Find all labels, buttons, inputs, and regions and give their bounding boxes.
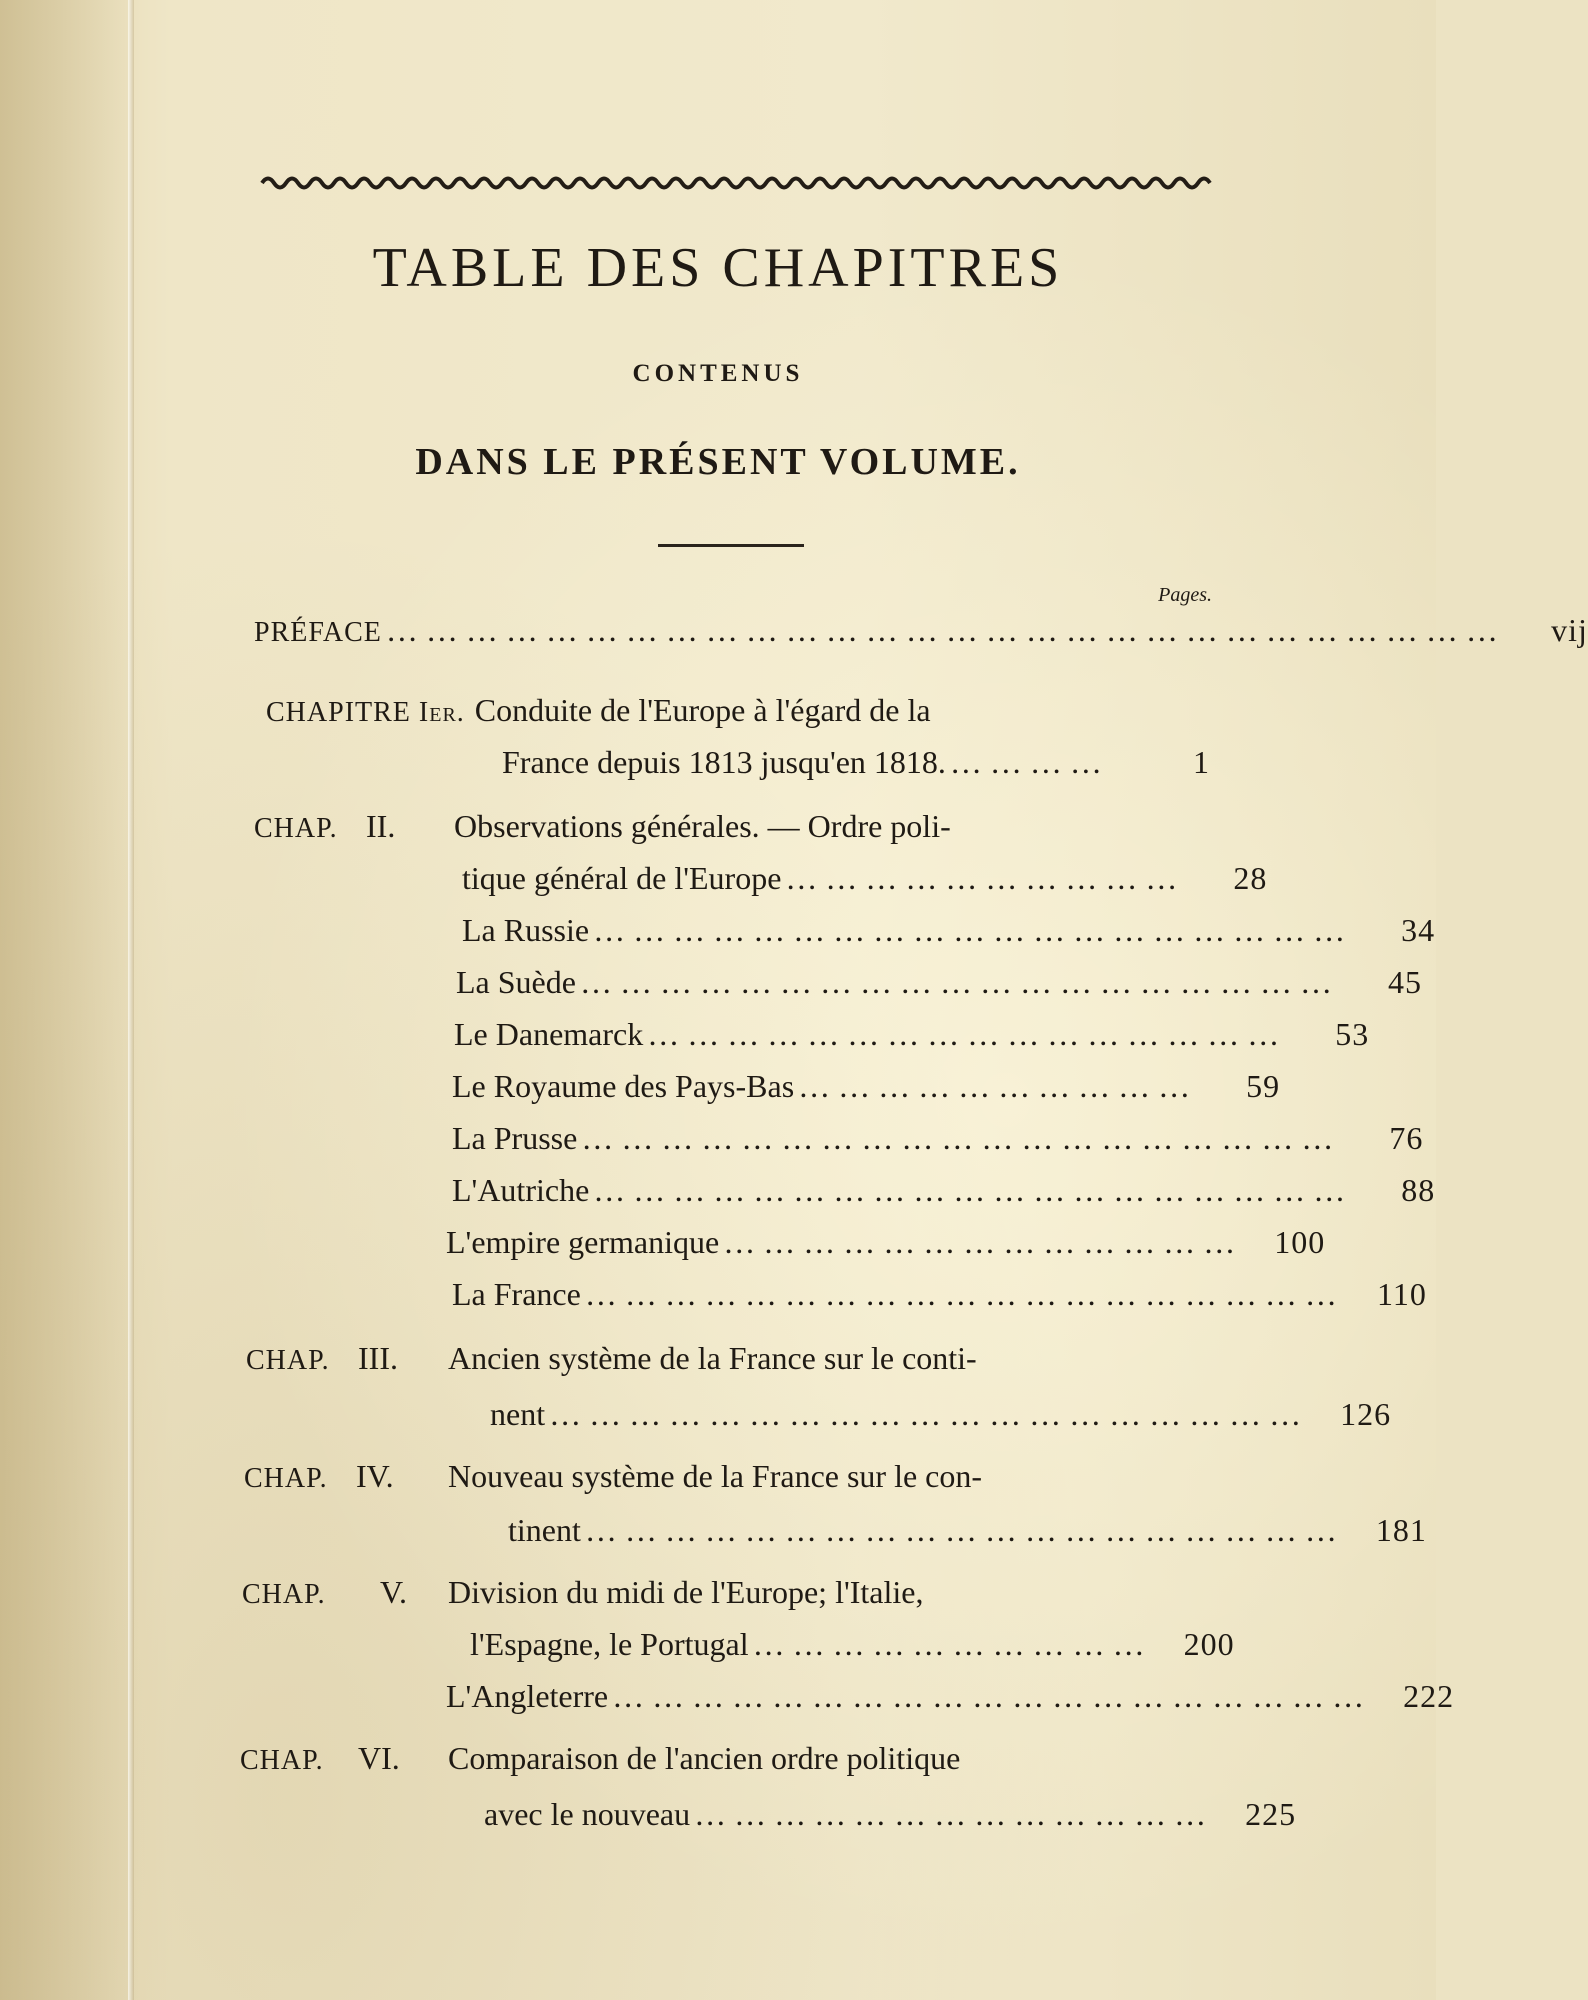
- toc-page: 1: [1193, 744, 1210, 780]
- leader-dots: …………………………………………: [647, 1016, 1288, 1052]
- page-fold: [128, 0, 134, 2000]
- toc-chapter-number: V.: [380, 1574, 407, 1610]
- toc-label: CHAP.: [254, 813, 338, 844]
- toc-label: CHAP.: [242, 1579, 326, 1610]
- toc-label: CHAP.: [240, 1745, 324, 1776]
- toc-page: 59: [1246, 1068, 1281, 1104]
- leader-dots: …………………………………: [723, 1224, 1244, 1260]
- toc-page: 34: [1401, 912, 1436, 948]
- toc-label: CHAPITRE Ier.: [266, 697, 465, 728]
- toc-text: L'Autriche: [452, 1172, 590, 1208]
- toc-line: [462, 912, 1436, 952]
- toc-text: avec le nouveau: [484, 1796, 691, 1832]
- toc-page: 45: [1387, 964, 1422, 1000]
- toc-text: Observations générales. — Ordre poli-: [454, 808, 951, 844]
- toc-text: Le Royaume des Pays-Bas: [452, 1068, 795, 1104]
- leader-dots: …………………………………………………: [549, 1396, 1310, 1432]
- toc-text: Comparaison de l'ancien ordre politique: [448, 1740, 961, 1776]
- toc-line: [254, 612, 1588, 652]
- toc-label: PRÉFACE: [254, 617, 382, 648]
- toc-line: [242, 1574, 1210, 1614]
- toc-page: 225: [1245, 1796, 1297, 1832]
- toc-line: [454, 1016, 1370, 1056]
- leader-dots: …………: [949, 744, 1110, 780]
- toc-text: La Russie: [462, 912, 590, 948]
- page-title: TABLE DES CHAPITRES: [372, 237, 1064, 299]
- toc-text: La Prusse: [452, 1120, 578, 1156]
- toc-chapter-number: II.: [366, 808, 396, 844]
- pages-column-label: Pages.: [1158, 584, 1212, 606]
- toc-page: 28: [1233, 860, 1268, 896]
- toc-line: [452, 1068, 1281, 1108]
- toc-page: 222: [1403, 1678, 1455, 1714]
- leader-dots: …………………………………: [694, 1796, 1215, 1832]
- toc-text: La France: [452, 1276, 581, 1312]
- toc-page: 76: [1389, 1120, 1424, 1156]
- toc-text: tinent: [508, 1512, 581, 1548]
- toc-line: [452, 1276, 1427, 1316]
- page-subtitle-volume: DANS LE PRÉSENT VOLUME.: [415, 441, 1021, 483]
- leader-dots: …………………………………………………: [593, 1172, 1354, 1208]
- leader-dots: …………………………………………………: [584, 1512, 1345, 1548]
- ornamental-rule: [262, 172, 1210, 194]
- toc-line: [452, 1172, 1436, 1212]
- toc-text: Ancien système de la France sur le conti-: [448, 1340, 977, 1376]
- toc-line: [470, 1626, 1235, 1666]
- toc-page: 181: [1375, 1512, 1427, 1548]
- toc-text: nent: [490, 1396, 546, 1432]
- toc-chapter-number: III.: [358, 1340, 398, 1376]
- toc-text: Conduite de l'Europe à l'égard de la: [474, 692, 931, 728]
- toc-page: 100: [1274, 1224, 1326, 1260]
- toc-text: tique général de l'Europe: [462, 860, 782, 896]
- toc-line: [456, 964, 1422, 1004]
- toc-line: [254, 808, 1210, 848]
- leader-dots: …………………………………………………: [581, 1120, 1342, 1156]
- toc-line: [266, 692, 1210, 732]
- toc-chapter-number: VI.: [358, 1740, 400, 1776]
- toc-page: 53: [1335, 1016, 1370, 1052]
- toc-text: France depuis 1813 jusqu'en 1818.: [502, 744, 946, 780]
- leader-dots: …………………………………………………………………………: [385, 612, 1506, 648]
- toc-line: [244, 1458, 1210, 1498]
- toc-page: 126: [1340, 1396, 1392, 1432]
- toc-label: CHAP.: [244, 1463, 328, 1494]
- toc-line: [452, 1120, 1424, 1160]
- toc-text: Division du midi de l'Europe; l'Italie,: [448, 1574, 924, 1610]
- leader-dots: …………………………: [785, 860, 1186, 896]
- toc-page: 88: [1401, 1172, 1436, 1208]
- page-edge-shadow: [0, 0, 140, 2000]
- toc-line: [490, 1396, 1392, 1436]
- toc-line: [508, 1512, 1427, 1552]
- title-rule: [658, 544, 804, 547]
- toc-line: [484, 1796, 1297, 1836]
- toc-page: vij: [1551, 612, 1588, 648]
- leader-dots: …………………………………………………: [593, 912, 1354, 948]
- leader-dots: …………………………: [798, 1068, 1199, 1104]
- toc-page: 110: [1377, 1276, 1427, 1312]
- leader-dots: …………………………………………………: [612, 1678, 1373, 1714]
- leader-dots: …………………………: [752, 1626, 1153, 1662]
- toc-chapter-number: IV.: [356, 1458, 394, 1494]
- toc-text: Nouveau système de la France sur le con-: [448, 1458, 983, 1494]
- toc-line: [502, 744, 1210, 784]
- toc-line: [240, 1740, 1210, 1780]
- toc-line: [446, 1224, 1326, 1264]
- toc-text: La Suède: [456, 964, 576, 1000]
- toc-page: 200: [1183, 1626, 1235, 1662]
- toc-text: l'Espagne, le Portugal: [470, 1626, 749, 1662]
- toc-text: L'empire germanique: [446, 1224, 720, 1260]
- leader-dots: …………………………………………………: [584, 1276, 1345, 1312]
- toc-line: [462, 860, 1268, 900]
- page-subtitle: CONTENUS: [632, 360, 804, 387]
- leader-dots: …………………………………………………: [579, 964, 1340, 1000]
- toc-line: [446, 1678, 1455, 1718]
- toc-label: CHAP.: [246, 1345, 330, 1376]
- toc-text: Le Danemarck: [454, 1016, 644, 1052]
- toc-line: [246, 1340, 1210, 1380]
- toc-text: L'Angleterre: [446, 1678, 609, 1714]
